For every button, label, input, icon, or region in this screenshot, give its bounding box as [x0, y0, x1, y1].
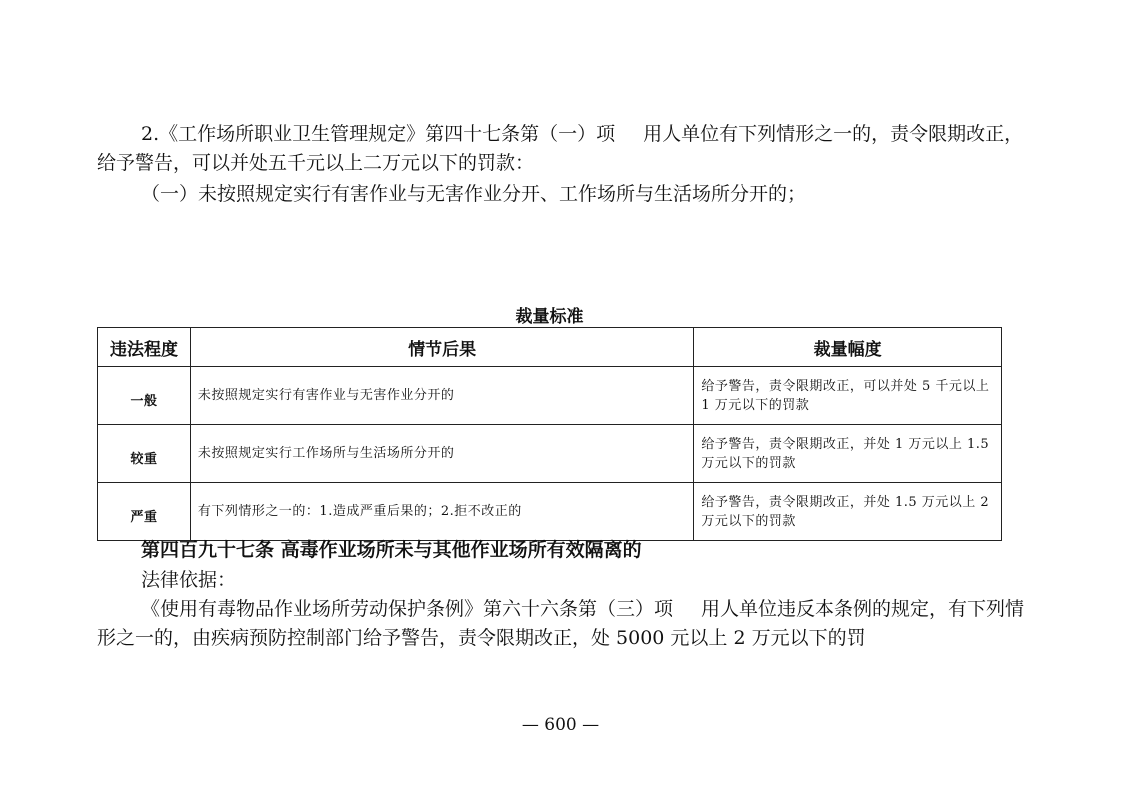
- violation-level: 严重: [98, 483, 191, 541]
- header-penalty-range: 裁量幅度: [694, 328, 1002, 367]
- table-row: [98, 367, 1002, 425]
- regulation-citation: 2.《工作场所职业卫生管理规定》第四十七条第（一）项: [141, 123, 616, 145]
- penalty-range: 给予警告，责令限期改正，并处 1.5 万元以上 2 万元以下的罚款: [694, 483, 1002, 541]
- header-violation-level: 违法程度: [98, 328, 191, 367]
- regulation-text: 用人单位违反本条例的规定，有下列情形之一的，由疾病预防控制部门给予警告，责令限期改正，处 5000 元以上 2 万元以下的罚: [97, 598, 1025, 649]
- table-caption: 裁量标准: [515, 307, 584, 327]
- page-number: — 600 —: [521, 715, 600, 735]
- legal-basis-label: 法律依据：: [141, 569, 237, 591]
- circumstance: 未按照规定实行工作场所与生活场所分开的: [190, 425, 693, 483]
- regulation-text: 用人单位有下列情形之一的，责令限期改正，给予警告，可以并处五千元以上二万元以下的罚款：: [97, 123, 1024, 174]
- header-circumstances: 情节后果: [190, 328, 693, 367]
- penalty-range: 给予警告，责令限期改正，并处 1 万元以上 1.5 万元以下的罚款: [694, 425, 1002, 483]
- violation-level: 一般: [98, 367, 191, 425]
- paragraph-legal-basis-2: [97, 595, 1027, 653]
- regulation-citation: 《使用有毒物品作业场所劳动保护条例》第六十六条第（三）项: [141, 598, 674, 620]
- violation-level: 较重: [98, 425, 191, 483]
- paragraph-legal-basis-1: [97, 120, 1027, 178]
- table-row: [98, 425, 1002, 483]
- discretion-standard-table: [97, 327, 1002, 541]
- paragraph-clause-1: （一）未按照规定实行有害作业与无害作业分开、工作场所与生活场所分开的；: [141, 183, 807, 205]
- table-row: [98, 483, 1002, 541]
- table-header-row: [98, 328, 1002, 367]
- penalty-range: 给予警告，责令限期改正，可以并处 5 千元以上 1 万元以下的罚款: [694, 367, 1002, 425]
- circumstance: 有下列情形之一的：1.造成严重后果的；2.拒不改正的: [190, 483, 693, 541]
- article-heading: 第四百九十七条 高毒作业场所未与其他作业场所有效隔离的: [141, 539, 642, 561]
- circumstance: 未按照规定实行有害作业与无害作业分开的: [190, 367, 693, 425]
